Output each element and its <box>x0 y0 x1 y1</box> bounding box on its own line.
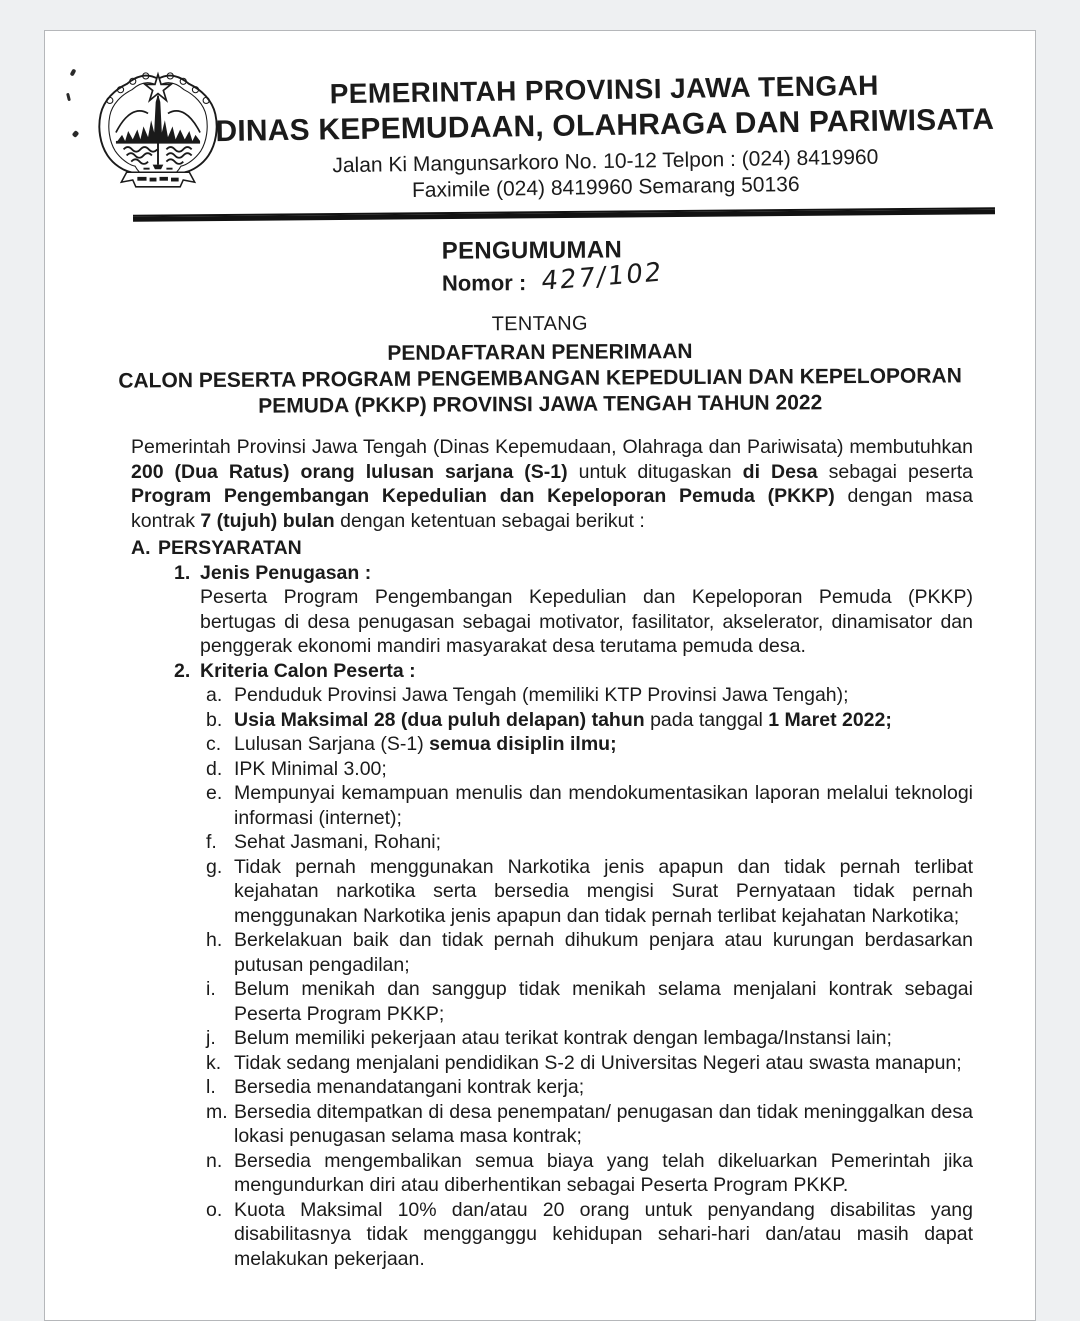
item-2-title: Kriteria Calon Peserta : <box>200 659 416 682</box>
criteria-item <box>206 757 973 782</box>
criteria-item-label: o. <box>206 1198 223 1221</box>
criteria-item-text: Bersedia mengembalikan semua biaya yang telah dikeluarkan Pemerintah jika mengundurkan diri atau diberhentikan sebagai Peserta Program PKKP. <box>234 1149 973 1196</box>
criteria-item-text: Belum menikah dan sanggup tidak menikah selama menjalani kontrak sebagai Peserta Program PKKP; <box>234 978 973 1025</box>
criteria-item <box>206 855 973 929</box>
criteria-item-text: Kuota Maksimal 10% dan/atau 20 orang untuk penyandang disabilitas yang disabilitasnya tidak mengganggu kehidupan sehari-hari dan/atau masih dapat melakukan pekerjaan. <box>234 1198 973 1270</box>
criteria-item-text: Penduduk Provinsi Jawa Tengah (memiliki KTP Provinsi Jawa Tengah); <box>234 684 849 706</box>
intro-paragraph: Pemerintah Provinsi Jawa Tengah (Dinas Kepemudaan, Olahraga dan Pariwisata) membutuhkan 200 (Dua Ratus) orang lulusan sarjana (S-1) untuk ditugaskan di Desa sebagai peserta Program Pengembangan Kepedulian dan Kepeloporan Pemuda (PKKP) dengan masa kontrak 7 (tujuh) bulan dengan ketentuan sebagai berikut : <box>131 436 974 532</box>
criteria-item-label: c. <box>206 733 222 755</box>
criteria-item <box>206 781 973 830</box>
criteria-item <box>206 1198 973 1272</box>
criteria-item-label: b. <box>206 708 223 731</box>
criteria-item-label: j. <box>206 1027 216 1049</box>
item-1-text: Peserta Program Pengembangan Kepedulian dan Kepeloporan Pemuda (PKKP) bertugas di desa penugasan sebagai motivator, fasilitator, akselerator, dinamisator dan penggerak ekonomi mandiri masyarakat desa terutama pemuda desa. <box>200 586 973 657</box>
document-page <box>44 30 1036 1321</box>
criteria-item-label: f. <box>206 831 217 853</box>
criteria-item <box>206 977 973 1026</box>
item-2-label: 2. <box>174 659 191 682</box>
criteria-item <box>206 708 973 733</box>
document-type: PENGUMUMAN <box>441 236 623 265</box>
agency-fax: Faximile (024) 8419960 Semarang 50136 <box>411 172 800 203</box>
criteria-item <box>206 1149 973 1198</box>
criteria-item-label: h. <box>206 929 223 951</box>
document-number-line <box>441 257 665 299</box>
agency-address: Jalan Ki Mangunsarkoro No. 10-12 Telpon : (024) 8419960 <box>332 145 879 178</box>
criteria-item-label: i. <box>206 978 216 1000</box>
criteria-item-label: g. <box>206 855 223 878</box>
letterhead <box>45 31 1035 201</box>
criteria-item-label: d. <box>206 757 223 780</box>
government-name: PEMERINTAH PROVINSI JAWA TENGAH <box>329 69 880 110</box>
ink-speck <box>72 130 80 138</box>
letterhead-text <box>194 69 1016 208</box>
criteria-item-text: IPK Minimal 3.00; <box>234 757 387 780</box>
criteria-item-label: e. <box>206 782 223 804</box>
item-1-label: 1. <box>174 561 191 584</box>
criteria-item-label: l. <box>206 1076 216 1098</box>
item-2-kriteria <box>174 659 973 684</box>
item-1-jenis-penugasan <box>174 561 973 659</box>
criteria-item <box>206 1100 973 1149</box>
criteria-item-text: Mempunyai kemampuan menulis dan mendokumentasikan laporan melalui teknologi informasi (internet); <box>234 782 973 829</box>
criteria-item-text: Usia Maksimal 28 (dua puluh delapan) tahun pada tanggal 1 Maret 2022; <box>234 708 892 731</box>
agency-name: DINAS KEPEMUDAAN, OLAHRAGA DAN PARIWISATA <box>215 102 995 149</box>
criteria-item-label: k. <box>206 1051 222 1074</box>
ink-speck <box>70 68 77 76</box>
criteria-item-text: Bersedia ditempatkan di desa penempatan/ penugasan dan tidak meninggalkan desa lokasi penugasan selama masa kontrak; <box>234 1100 973 1147</box>
subject-line-1: PENDAFTARAN PENERIMAAN <box>387 340 693 365</box>
criteria-item <box>206 1026 973 1051</box>
tentang-label: TENTANG <box>491 312 588 336</box>
document-heading <box>45 235 1035 302</box>
section-a-heading <box>131 536 973 561</box>
criteria-item-label: n. <box>206 1149 223 1172</box>
criteria-item <box>206 732 973 757</box>
criteria-item <box>206 830 973 855</box>
document-body <box>45 418 1035 1271</box>
criteria-item-text: Tidak sedang menjalani pendidikan S-2 di Universitas Negeri atau swasta manapun; <box>234 1051 962 1074</box>
number-label: Nomor : <box>441 270 527 296</box>
subject-line-2: CALON PESERTA PROGRAM PENGEMBANGAN KEPEDULIAN DAN KEPELOPORAN <box>118 364 962 393</box>
ink-speck <box>66 93 71 101</box>
criteria-item-label: m. <box>206 1100 228 1123</box>
subject-line-3: PEMUDA (PKKP) PROVINSI JAWA TENGAH TAHUN 2022 <box>258 391 823 418</box>
subject-block <box>45 309 1036 421</box>
section-a-label: A. <box>131 537 151 559</box>
criteria-item-text: Bersedia menandatangani kontrak kerja; <box>234 1076 585 1098</box>
item-1-title: Jenis Penugasan : <box>200 561 372 584</box>
criteria-item-text: Belum memiliki pekerjaan atau terikat kontrak dengan lembaga/Instansi lain; <box>234 1027 892 1049</box>
criteria-item <box>206 1075 973 1100</box>
criteria-item-text: Lulusan Sarjana (S-1) semua disiplin ilmu; <box>234 733 617 755</box>
criteria-item <box>206 1051 973 1076</box>
criteria-item <box>206 683 973 708</box>
criteria-item-text: Tidak pernah menggunakan Narkotika jenis apapun dan tidak pernah terlibat kejahatan narkotika serta bersedia mengisi Surat Pernyataan tidak pernah menggunakan Narkotika jenis apapun dan tidak pernah terlibat kejahatan Narkotika; <box>234 855 973 927</box>
criteria-item <box>206 928 973 977</box>
criteria-item-text: Sehat Jasmani, Rohani; <box>234 831 442 853</box>
criteria-item-text: Berkelakuan baik dan tidak pernah dihukum penjara atau kurungan berdasarkan putusan pengadilan; <box>234 929 973 976</box>
criteria-list <box>206 683 973 1271</box>
letterhead-divider <box>133 207 995 222</box>
handwritten-number: 427/102 <box>540 257 665 297</box>
criteria-item-label: a. <box>206 684 223 706</box>
section-a-title: PERSYARATAN <box>158 537 302 559</box>
